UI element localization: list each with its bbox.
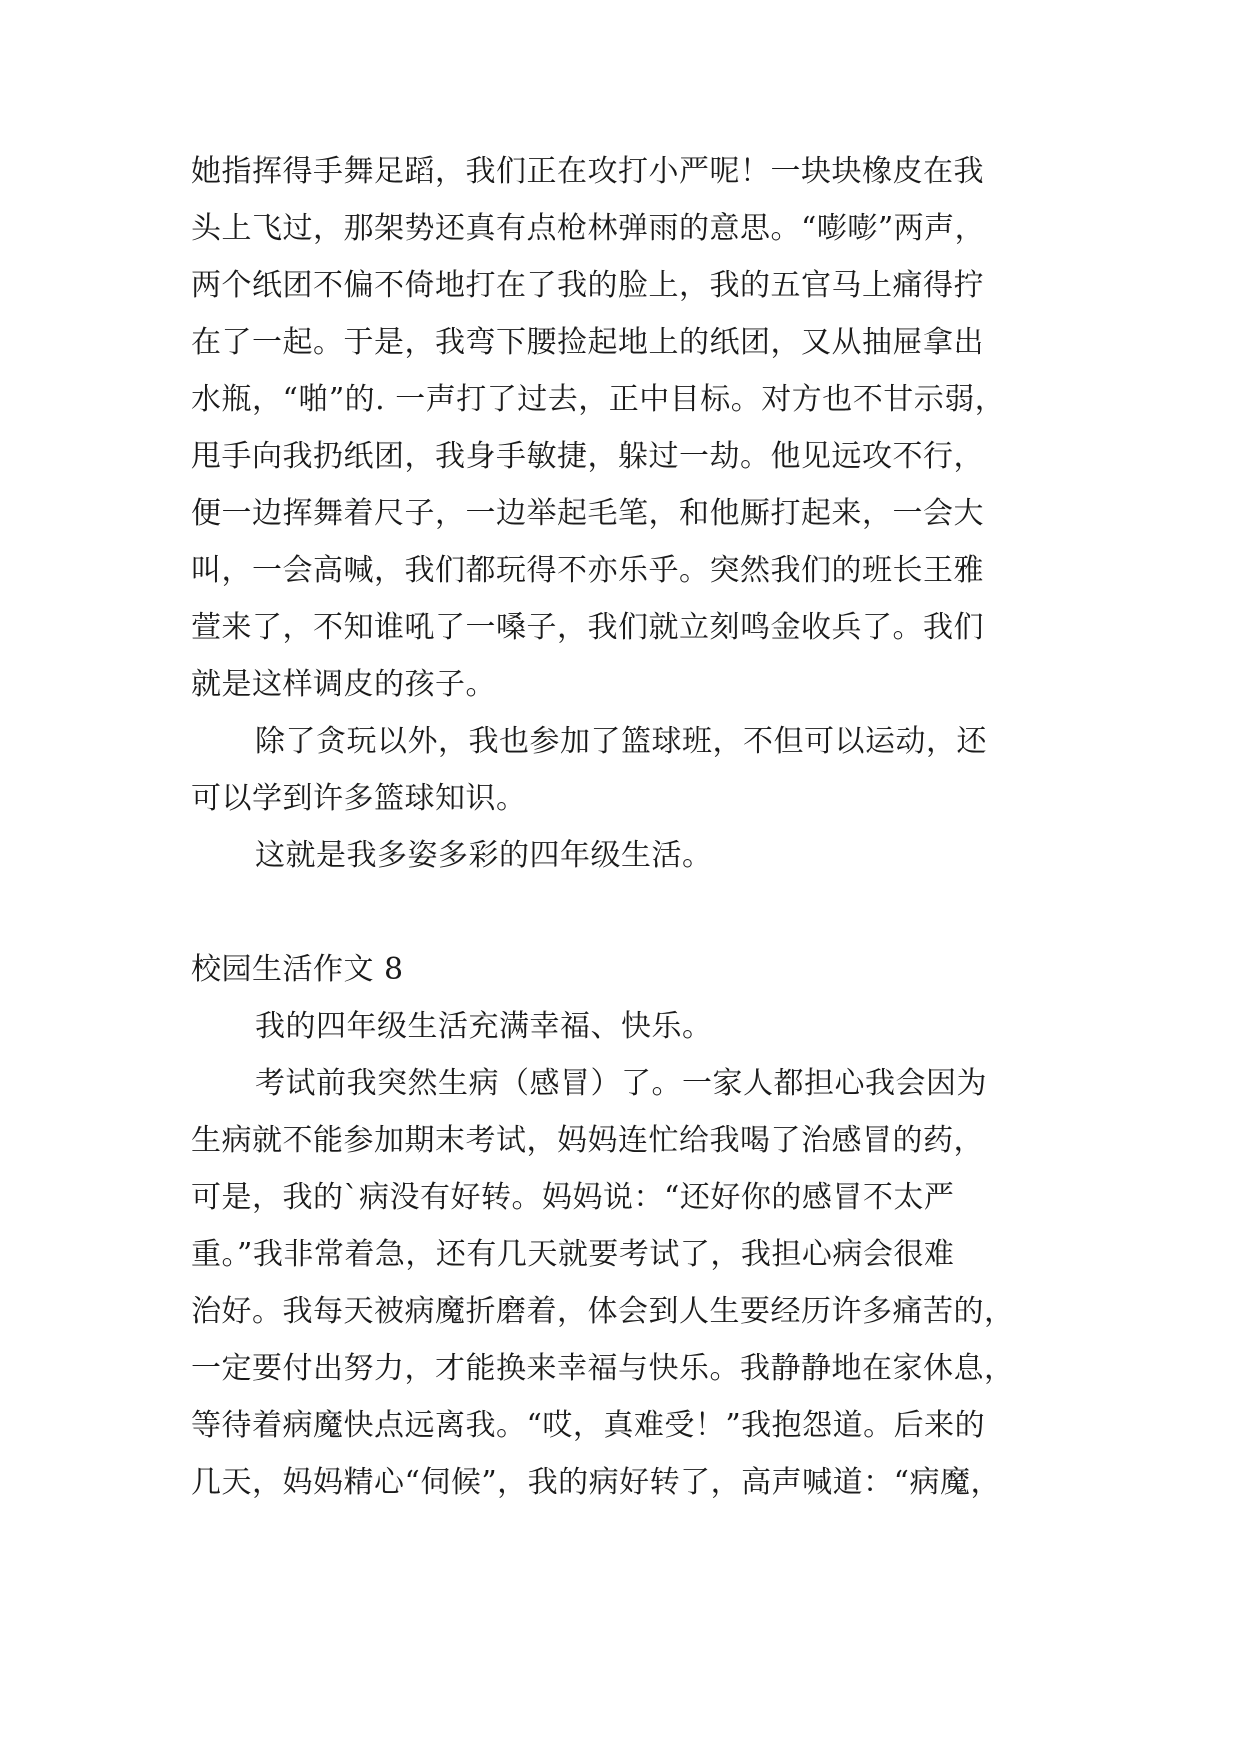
paragraph-start: 这就是我多姿多彩的四年级生活。 (255, 838, 713, 873)
paragraph-start: 考试前我突然生病（感冒）了。一家人都担心我会因为 (255, 1066, 987, 1101)
text-line: 在了一起。于是，我弯下腰捡起地上的纸团，又从抽屉拿出 (191, 325, 984, 360)
text-line: 水瓶，“啪”的. 一声打了过去，正中目标。对方也不甘示弱， (191, 382, 1006, 417)
text-line: 几天，妈妈精心“伺候”，我的病好转了，高声喊道：“病魔， (191, 1465, 1002, 1500)
paragraph-start: 除了贪玩以外，我也参加了篮球班，不但可以运动，还 (255, 724, 987, 759)
text-line: 等待着病魔快点远离我。“哎，真难受！”我抱怨道。后来的 (191, 1408, 986, 1443)
text-line: 两个纸团不偏不倚地打在了我的脸上，我的五官马上痛得拧 (191, 268, 984, 303)
text-line: 一定要付出努力，才能换来幸福与快乐。我静静地在家休息， (191, 1351, 1015, 1386)
text-line: 便一边挥舞着尺子，一边举起毛笔，和他厮打起来，一会大 (191, 496, 984, 531)
text-line: 可是，我的`病没有好转。妈妈说：“还好你的感冒不太严 (191, 1180, 955, 1215)
paragraph-start: 我的四年级生活充满幸福、快乐。 (255, 1009, 713, 1044)
section-heading: 校园生活作文 8 (191, 952, 404, 987)
text-line: 可以学到许多篮球知识。 (191, 781, 527, 816)
text-line: 她指挥得手舞足蹈，我们正在攻打小严呢！一块块橡皮在我 (191, 154, 984, 189)
text-line: 生病就不能参加期末考试，妈妈连忙给我喝了治感冒的药， (191, 1123, 984, 1158)
text-line: 甩手向我扔纸团，我身手敏捷，躲过一劫。他见远攻不行， (191, 439, 984, 474)
text-line: 就是这样调皮的孩子。 (191, 667, 496, 702)
text-line: 头上飞过，那架势还真有点枪林弹雨的意思。“嘭嘭”两声， (191, 211, 986, 246)
text-line: 重。”我非常着急，还有几天就要考试了，我担心病会很难 (191, 1237, 955, 1272)
text-line: 萱来了，不知谁吼了一嗓子，我们就立刻鸣金收兵了。我们 (191, 610, 984, 645)
text-line: 治好。我每天被病魔折磨着，体会到人生要经历许多痛苦的， (191, 1294, 1015, 1329)
text-line: 叫，一会高喊，我们都玩得不亦乐乎。突然我们的班长王雅 (191, 553, 984, 588)
